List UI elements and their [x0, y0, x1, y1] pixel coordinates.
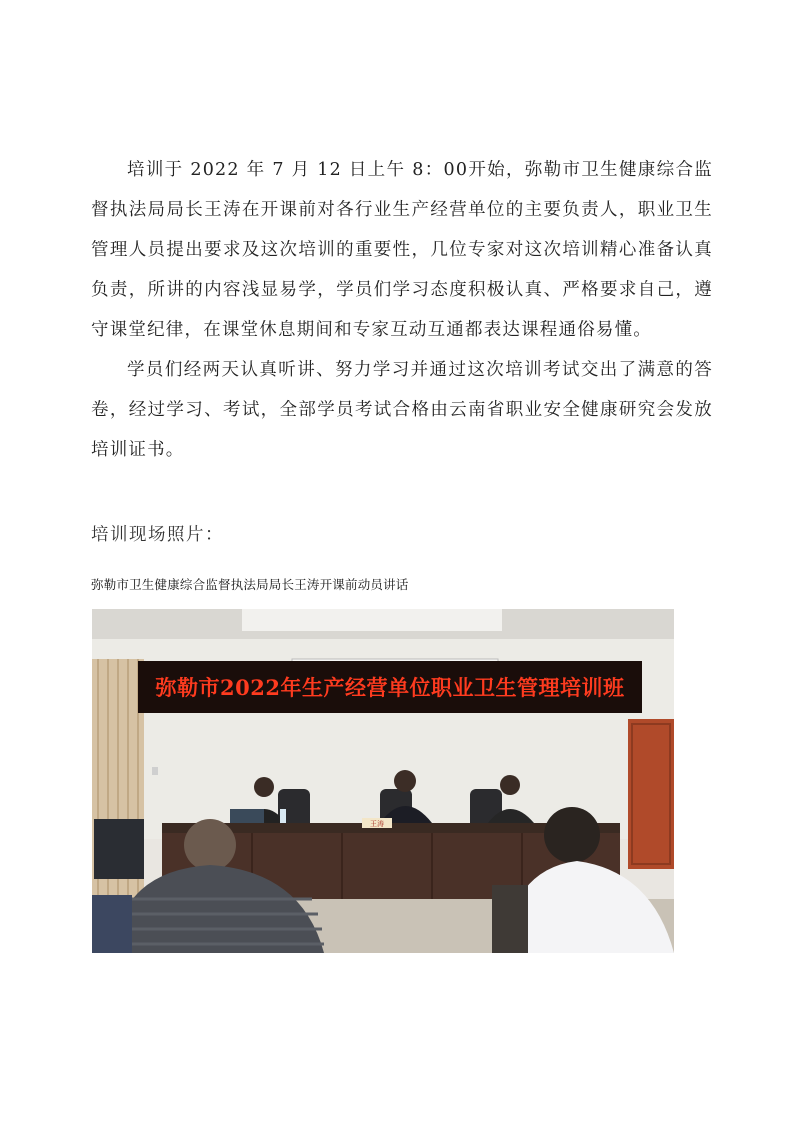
led-banner-text: 弥勒市2022年生产经营单位职业卫生管理培训班 [155, 675, 625, 700]
photo-section-label: 培训现场照片： [91, 525, 224, 545]
wall-switch [152, 767, 158, 775]
water-bottle [280, 809, 286, 825]
student-right-head [544, 807, 600, 863]
door [628, 719, 674, 869]
name-card-text: 王涛 [370, 820, 384, 828]
training-site-photo-illustration [92, 609, 674, 953]
paragraph-1: 培训于 2022 年 7 月 12 日上午 8：00开始，弥勒市卫生健康综合监督执法局局长王涛在开课前对各行业生产经营单位的主要负责人，职业卫生管理人员提出要求及这次培训的重要性，几位专家对这次培训精心准备认真负责，所讲的内容浅显易学，学员们学习态度积极认真、严格要求自己，遵守课堂纪律，在课堂休息期间和专家互动互通都表达课程通俗易懂。 [91, 160, 713, 340]
desk-right [492, 885, 528, 953]
speaker-center-head [394, 770, 416, 792]
paragraph-2: 学员们经两天认真听讲、努力学习并通过这次培训考试交出了满意的答卷，经过学习、考试，全部学员考试合格由云南省职业安全健康研究会发放培训证书。 [91, 360, 713, 460]
photo-caption: 弥勒市卫生健康综合监督执法局局长王涛开课前动员讲话 [91, 577, 409, 592]
training-site-photo [92, 609, 674, 953]
speaker-right-head [500, 775, 520, 795]
student-left-head [184, 819, 236, 871]
desk-left [92, 895, 132, 953]
ceiling-light [242, 609, 502, 631]
speaker-left-head [254, 777, 274, 797]
equipment-case [94, 819, 144, 879]
